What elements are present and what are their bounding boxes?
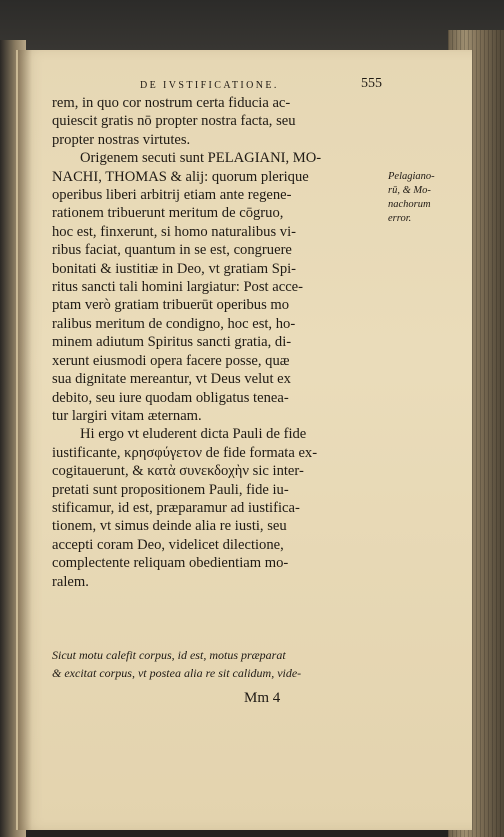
text-line: pretati sunt propositionem Pauli, fide iu- — [52, 481, 289, 498]
footnote-line: & excitat corpus, vt postea alia re sit calidum, vide- — [52, 666, 302, 680]
margin-note-line: rū, & Mo- — [388, 185, 431, 196]
text-line: accepti coram Deo, videlicet dilectione, — [52, 536, 284, 553]
text-line: ralibus meritum de condigno, hoc est, ho- — [52, 315, 296, 332]
text-line: cogitauerunt, & κατὰ συνεκδοχὴν sic inter- — [52, 463, 304, 480]
text-line: Hi ergo vt eluderent dicta Pauli de fide — [80, 426, 307, 443]
text-line: ralem. — [52, 573, 89, 590]
margin-note-line: nachorum — [388, 199, 431, 210]
text-line: hoc est, finxerunt, si homo naturalibus vi- — [52, 223, 296, 240]
text-line: xerunt eiusmodi opera facere posse, quæ — [52, 352, 290, 369]
footnote — [52, 646, 412, 682]
running-head: DE IVSTIFICATIONE. — [140, 80, 279, 91]
text-line: quiescit gratis nō propter nostra facta, seu — [52, 113, 296, 130]
book-page — [16, 50, 472, 830]
text-line: rem, in quo cor nostrum certa fiducia ac- — [52, 95, 291, 111]
margin-note-line: Pelagiano- — [388, 171, 435, 182]
text-line: Origenem secuti sunt PELAGIANI, MO- — [80, 150, 322, 167]
page-gutter-shadow — [18, 50, 32, 830]
text-line: ribus faciat, quantum in se est, congruere — [52, 242, 292, 259]
margin-note — [388, 170, 470, 226]
text-line: bonitati & iustitiæ in Deo, vt gratiam Spi- — [52, 260, 297, 277]
text-line: NACHI, THOMAS & alij: quorum plerique — [52, 168, 309, 185]
text-line: rationem tribuerunt meritum de cōgruo, — [52, 205, 284, 222]
text-line: propter nostras virtutes. — [52, 131, 191, 148]
body-text — [52, 94, 382, 591]
text-line: tur largiri vitam æternam. — [52, 407, 202, 424]
text-line: sua dignitate mereantur, vt Deus velut ex — [52, 371, 291, 388]
text-line: debito, seu iure quodam obligatus tenea- — [52, 389, 289, 406]
text-line: ptam verò gratiam tribuerūt operibus mo — [52, 297, 290, 314]
signature-mark: Mm 4 — [244, 690, 281, 706]
text-line: tionem, vt simus deinde alia re iusti, seu — [52, 518, 287, 535]
text-line: complectente reliquam obedientiam mo- — [52, 555, 289, 572]
text-line: iustificante, κρησφύγετον de fide formata ex- — [52, 444, 318, 461]
footnote-line: Sicut motu calefit corpus, id est, motus præparat — [52, 648, 286, 662]
margin-note-line: error. — [388, 213, 412, 224]
text-line: operibus liberi arbitrij etiam ante regene- — [52, 187, 292, 204]
page-number: 555 — [361, 76, 382, 91]
text-line: stificamur, id est, præparamur ad iustifica- — [52, 499, 300, 516]
text-line: ritus sancti tali homini largiatur: Post acce- — [52, 279, 304, 296]
text-line: minem adiutum Spiritus sancti gratia, di- — [52, 334, 292, 351]
